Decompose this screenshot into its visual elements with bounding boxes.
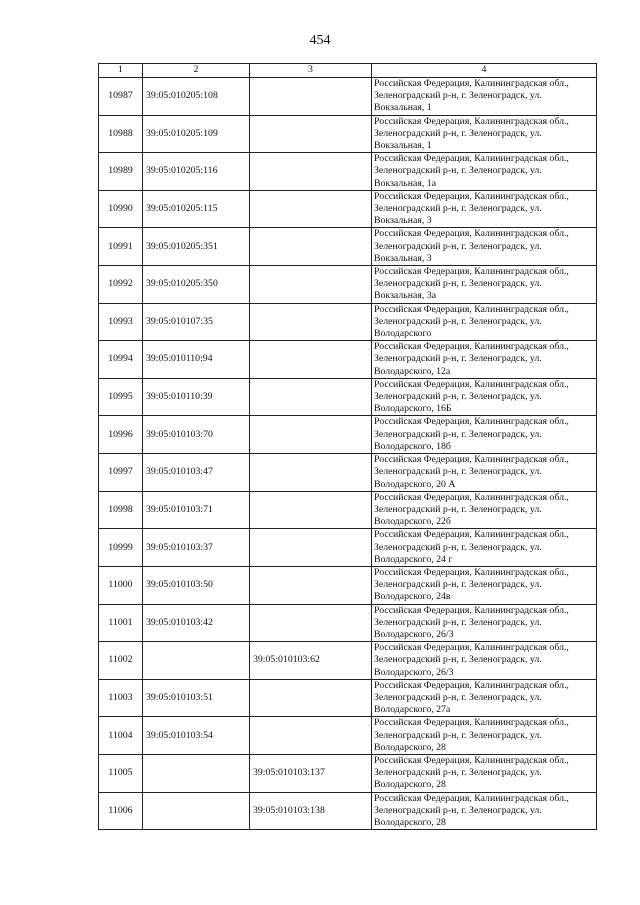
row-number: 10995 (99, 378, 143, 416)
cadastral-number: 39:05:010103:42 (143, 604, 250, 642)
address-cell (372, 416, 597, 454)
address-line: Зеленоградский р-н, г. Зеленоградск, ул. (374, 729, 542, 741)
address-line: Вокзальная, 1а (374, 177, 436, 189)
cadastral-number-alt: 39:05:010103:62 (250, 642, 372, 680)
address-line: Российская Федерация, Калининградская обл., (374, 303, 569, 315)
table-row (99, 341, 597, 379)
address-line: Российская Федерация, Калининградская обл., (374, 529, 569, 541)
row-number: 11001 (99, 604, 143, 642)
cadastral-number-alt (250, 341, 372, 379)
address-line: Зеленоградский р-н, г. Зеленоградск, ул. (374, 541, 542, 553)
address-cell (372, 604, 597, 642)
column-header: 4 (372, 64, 597, 78)
cadastral-number-alt (250, 378, 372, 416)
address-line: Зеленоградский р-н, г. Зеленоградск, ул. (374, 654, 542, 666)
address-line: Володарского, 28 (374, 816, 446, 828)
row-number: 11005 (99, 754, 143, 792)
table-row (99, 190, 597, 228)
address-line: Зеленоградский р-н, г. Зеленоградск, ул. (374, 767, 542, 779)
cadastral-number: 39:05:010110:94 (143, 341, 250, 379)
cadastral-number: 39:05:010205:350 (143, 266, 250, 304)
address-line: Российская Федерация, Калининградская обл., (374, 153, 569, 165)
header-row (99, 64, 597, 78)
address-cell (372, 266, 597, 304)
cadastral-number-alt: 39:05:010103:138 (250, 792, 372, 830)
address-line: Зеленоградский р-н, г. Зеленоградск, ул. (374, 90, 542, 102)
cadastral-number: 39:05:010103:71 (143, 491, 250, 529)
cadastral-number-alt (250, 454, 372, 492)
address-line: Российская Федерация, Калининградская обл., (374, 190, 569, 202)
cadastral-number: 39:05:010103:50 (143, 566, 250, 604)
row-number: 10989 (99, 153, 143, 191)
cadastral-number: 39:05:010205:108 (143, 78, 250, 116)
table-row (99, 604, 597, 642)
cadastral-number-alt (250, 491, 372, 529)
cadastral-number-alt (250, 190, 372, 228)
cadastral-number-alt (250, 416, 372, 454)
address-line: Российская Федерация, Калининградская обл., (374, 792, 569, 804)
address-cell (372, 679, 597, 717)
address-line: Зеленоградский р-н, г. Зеленоградск, ул. (374, 391, 542, 403)
page-number: 454 (309, 33, 331, 48)
address-line: Володарского, 26/3 (374, 666, 454, 678)
row-number: 11006 (99, 792, 143, 830)
row-number: 11004 (99, 717, 143, 755)
address-line: Зеленоградский р-н, г. Зеленоградск, ул. (374, 616, 542, 628)
table-row (99, 115, 597, 153)
address-line: Вокзальная, 3а (374, 290, 436, 302)
address-line: Володарского, 26/3 (374, 628, 454, 640)
row-number: 11003 (99, 679, 143, 717)
address-line: Зеленоградский р-н, г. Зеленоградск, ул. (374, 203, 542, 215)
table-row (99, 717, 597, 755)
cadastral-number: 39:05:010205:115 (143, 190, 250, 228)
address-cell (372, 153, 597, 191)
table-row (99, 566, 597, 604)
address-line: Вокзальная, 3 (374, 252, 432, 264)
row-number: 10992 (99, 266, 143, 304)
address-line: Володарского, 28 (374, 741, 446, 753)
address-line: Российская Федерация, Калининградская обл., (374, 754, 569, 766)
row-number: 10999 (99, 529, 143, 567)
cadastral-number: 39:05:010107:35 (143, 303, 250, 341)
column-header: 2 (143, 64, 250, 78)
address-line: Зеленоградский р-н, г. Зеленоградск, ул. (374, 804, 542, 816)
address-line: Зеленоградский р-н, г. Зеленоградск, ул. (374, 503, 542, 515)
address-line: Зеленоградский р-н, г. Зеленоградск, ул. (374, 315, 542, 327)
address-line: Володарского, 24в (374, 591, 451, 603)
column-header: 3 (250, 64, 372, 78)
address-cell (372, 378, 597, 416)
cadastral-number-alt (250, 604, 372, 642)
address-line: Российская Федерация, Калининградская обл., (374, 266, 569, 278)
address-line: Володарского, 27а (374, 704, 451, 716)
address-line: Зеленоградский р-н, г. Зеленоградск, ул. (374, 466, 542, 478)
cadastral-number-alt: 39:05:010103:137 (250, 754, 372, 792)
table-row (99, 78, 597, 116)
address-line: Зеленоградский р-н, г. Зеленоградск, ул. (374, 240, 542, 252)
table-row (99, 228, 597, 266)
row-number: 10993 (99, 303, 143, 341)
address-cell (372, 454, 597, 492)
address-cell (372, 115, 597, 153)
row-number: 10988 (99, 115, 143, 153)
address-line: Российская Федерация, Калининградская обл., (374, 717, 569, 729)
row-number: 10994 (99, 341, 143, 379)
address-line: Российская Федерация, Калининградская обл., (374, 566, 569, 578)
address-line: Российская Федерация, Калининградская обл., (374, 679, 569, 691)
address-line: Вокзальная, 1 (374, 140, 432, 152)
cadastral-number (143, 792, 250, 830)
address-cell (372, 190, 597, 228)
row-number: 10996 (99, 416, 143, 454)
table-row (99, 266, 597, 304)
address-line: Российская Федерация, Калининградская обл., (374, 604, 569, 616)
cadastral-number-alt (250, 529, 372, 567)
address-line: Зеленоградский р-н, г. Зеленоградск, ул. (374, 579, 542, 591)
cadastral-number: 39:05:010205:109 (143, 115, 250, 153)
address-line: Российская Федерация, Калининградская обл., (374, 454, 569, 466)
row-number: 10990 (99, 190, 143, 228)
cadastral-number-alt (250, 566, 372, 604)
cadastral-number-alt (250, 153, 372, 191)
table-row (99, 303, 597, 341)
row-number: 10998 (99, 491, 143, 529)
cadastral-number: 39:05:010103:54 (143, 717, 250, 755)
address-line: Зеленоградский р-н, г. Зеленоградск, ул. (374, 353, 542, 365)
table-row (99, 529, 597, 567)
row-number: 10987 (99, 78, 143, 116)
table-row (99, 416, 597, 454)
cadastral-number-alt (250, 266, 372, 304)
table-row (99, 378, 597, 416)
address-line: Володарского (374, 328, 432, 340)
table-row (99, 642, 597, 680)
cadastral-number-alt (250, 679, 372, 717)
address-line: Российская Федерация, Калининградская обл., (374, 78, 569, 89)
address-line: Володарского, 22б (374, 516, 451, 528)
cadastral-number (143, 642, 250, 680)
cadastral-number: 39:05:010205:116 (143, 153, 250, 191)
address-cell (372, 566, 597, 604)
address-line: Володарского, 18б (374, 440, 451, 452)
cadastral-number: 39:05:010110:39 (143, 378, 250, 416)
address-cell (372, 78, 597, 116)
address-line: Зеленоградский р-н, г. Зеленоградск, ул. (374, 165, 542, 177)
address-line: Володарского, 12а (374, 365, 451, 377)
row-number: 11002 (99, 642, 143, 680)
address-line: Российская Федерация, Калининградская обл., (374, 115, 569, 127)
cadastral-number-alt (250, 78, 372, 116)
cadastral-number: 39:05:010103:51 (143, 679, 250, 717)
cadastral-number-alt (250, 303, 372, 341)
cadastral-number (143, 754, 250, 792)
address-line: Володарского, 28 (374, 779, 446, 791)
address-line: Зеленоградский р-н, г. Зеленоградск, ул. (374, 278, 542, 290)
row-number: 11000 (99, 566, 143, 604)
address-cell (372, 303, 597, 341)
address-line: Российская Федерация, Калининградская обл., (374, 228, 569, 240)
cadastral-number: 39:05:010205:351 (143, 228, 250, 266)
table-row (99, 153, 597, 191)
address-cell (372, 228, 597, 266)
address-cell (372, 341, 597, 379)
register-table (98, 63, 597, 830)
cadastral-number-alt (250, 717, 372, 755)
table-row (99, 792, 597, 830)
cadastral-number: 39:05:010103:37 (143, 529, 250, 567)
row-number: 10997 (99, 454, 143, 492)
cadastral-number: 39:05:010103:70 (143, 416, 250, 454)
address-line: Зеленоградский р-н, г. Зеленоградск, ул. (374, 691, 542, 703)
address-cell (372, 642, 597, 680)
table-row (99, 679, 597, 717)
address-line: Зеленоградский р-н, г. Зеленоградск, ул. (374, 127, 542, 139)
address-line: Российская Федерация, Калининградская обл., (374, 416, 569, 428)
cadastral-number: 39:05:010103:47 (143, 454, 250, 492)
column-header: 1 (99, 64, 143, 78)
address-line: Российская Федерация, Калининградская обл., (374, 341, 569, 353)
address-line: Российская Федерация, Калининградская обл., (374, 491, 569, 503)
table-row (99, 454, 597, 492)
cadastral-number-alt (250, 228, 372, 266)
address-line: Володарского, 24 г (374, 553, 453, 565)
address-cell (372, 792, 597, 830)
address-cell (372, 529, 597, 567)
address-line: Российская Федерация, Калининградская обл., (374, 378, 569, 390)
address-cell (372, 754, 597, 792)
table-row (99, 491, 597, 529)
address-line: Володарского, 16Б (374, 403, 452, 415)
table-row (99, 754, 597, 792)
address-line: Вокзальная, 1 (374, 102, 432, 114)
address-cell (372, 491, 597, 529)
address-line: Вокзальная, 3 (374, 215, 432, 227)
cadastral-number-alt (250, 115, 372, 153)
address-cell (372, 717, 597, 755)
address-line: Российская Федерация, Калининградская обл., (374, 642, 569, 654)
address-line: Зеленоградский р-н, г. Зеленоградск, ул. (374, 428, 542, 440)
row-number: 10991 (99, 228, 143, 266)
address-line: Володарского, 20 А (374, 478, 456, 490)
